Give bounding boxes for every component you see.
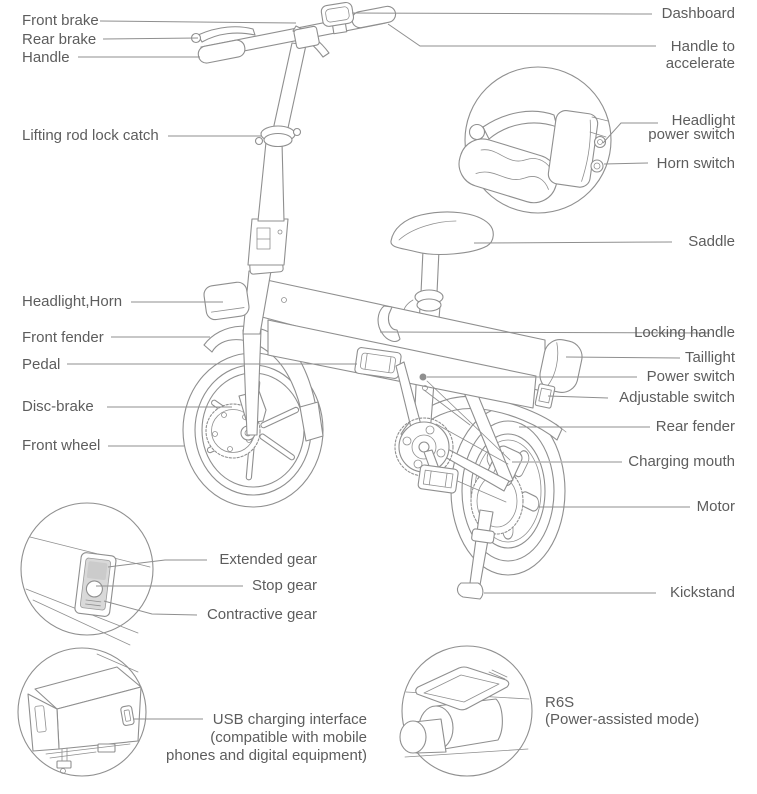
lower-stem: [258, 142, 284, 221]
inset-battery-usb: [18, 648, 146, 776]
label-taillight: Taillight: [684, 349, 735, 366]
saddle-drawing: [391, 212, 493, 254]
label-front-fender: Front fender: [22, 329, 104, 346]
power-switch-drawing: [420, 374, 427, 381]
label-headlight-power-switch: Headlight power switch: [648, 112, 735, 143]
label-r6s-mode: R6S (Power-assisted mode): [545, 694, 700, 728]
label-front-wheel: Front wheel: [22, 437, 101, 454]
gear-switch-drawing: [74, 552, 116, 617]
inset-grip-switches: [453, 67, 611, 213]
label-usb-charging-interface: USB charging interface (compatible with mobile phones and digital equipment): [166, 711, 367, 764]
label-extended-gear: Extended gear: [219, 551, 317, 568]
label-stop-gear: Stop gear: [251, 577, 317, 594]
label-pedal: Pedal: [22, 356, 61, 373]
label-rear-brake: Rear brake: [22, 31, 97, 48]
label-contractive-gear: Contractive gear: [206, 606, 317, 623]
label-locking-handle: Locking handle: [634, 324, 735, 341]
label-motor: Motor: [696, 498, 735, 515]
label-disc-brake: Disc-brake: [22, 398, 94, 415]
label-horn-switch: Horn switch: [656, 155, 735, 172]
label-front-brake: Front brake: [22, 12, 99, 29]
label-rear-fender: Rear fender: [655, 418, 735, 435]
headlight-drawing: [203, 281, 250, 321]
label-dashboard: Dashboard: [661, 5, 735, 22]
brake-lever-inset: [483, 111, 557, 139]
label-lifting-rod-lock-catch: Lifting rod lock catch: [22, 127, 159, 144]
horn-switch-drawing: [591, 160, 603, 172]
upper-stem: [273, 43, 306, 130]
label-handle: Handle: [22, 49, 70, 66]
label-handle-to-accelerate: Handle to accelerate: [665, 38, 735, 72]
far-pedal: [418, 464, 459, 493]
label-saddle: Saddle: [688, 233, 735, 250]
bar-clamp: [293, 26, 319, 49]
fold-joint: [248, 219, 288, 265]
label-headlight-horn: Headlight,Horn: [22, 293, 123, 310]
inset-gear-switch: [21, 503, 153, 645]
inset-r6s-sensor: [400, 646, 532, 776]
near-pedal: [354, 347, 401, 379]
left-grip: [197, 39, 246, 65]
label-adjustable-switch: Adjustable switch: [619, 389, 735, 406]
label-kickstand: Kickstand: [669, 584, 735, 601]
grip-drawing: [453, 133, 563, 208]
label-charging-mouth: Charging mouth: [628, 453, 735, 470]
seatpost: [421, 250, 439, 293]
label-power-switch: Power switch: [646, 368, 735, 385]
